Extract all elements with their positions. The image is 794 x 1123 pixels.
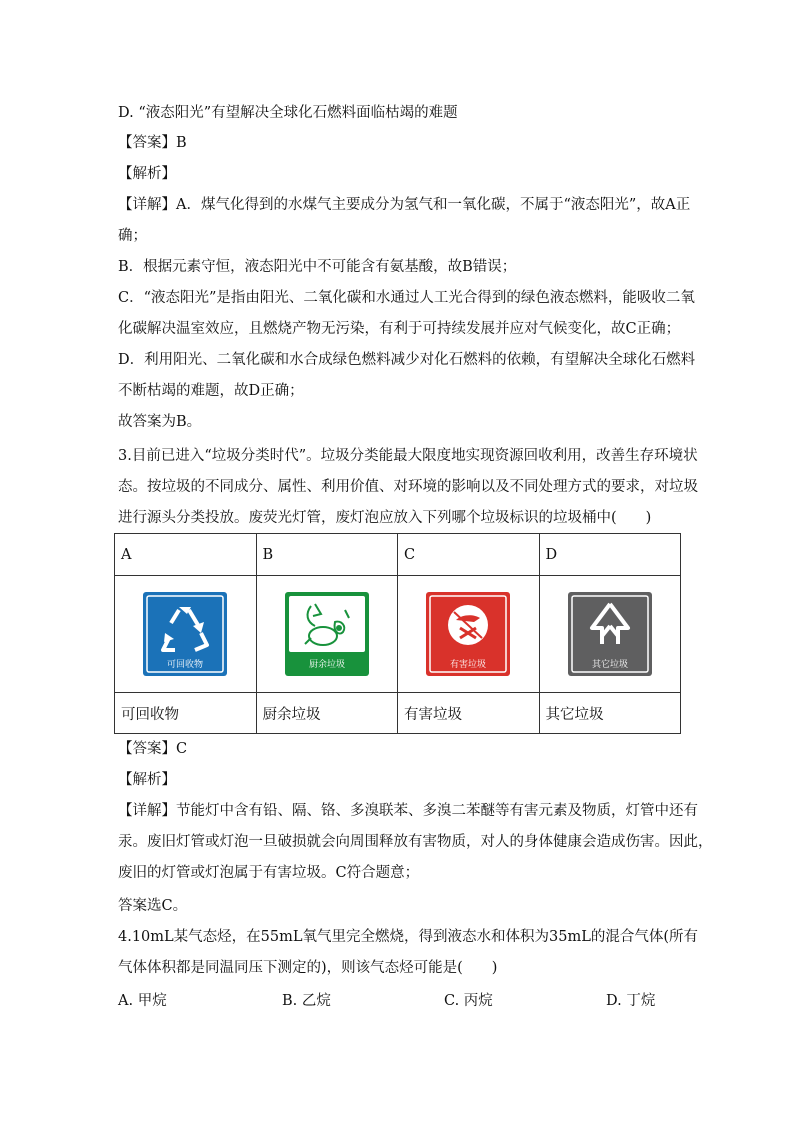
text-line: D．利用阳光、二氧化碳和水合成绿色燃料减少对化石燃料的依赖，有望解决全球化石燃料 (118, 352, 696, 368)
answer-label: 【答案】C (118, 741, 188, 757)
text-line: 【详解】节能灯中含有铅、隔、铬、多溴联苯、多溴二苯醚等有害元素及物质，灯管中还有 (118, 803, 698, 819)
table-label-b: 厨余垃圾 (256, 693, 398, 734)
text-line: 废旧的灯管或灯泡属于有害垃圾。C符合题意； (118, 865, 420, 881)
table-cell (256, 576, 398, 693)
question-3-text: 进行源头分类投放。废荧光灯管，废灯泡应放入下列哪个垃圾标识的垃圾桶中( ) (118, 510, 652, 526)
text-line: C．“液态阳光”是指由阳光、二氧化碳和水通过人工光合得到的绿色液态燃料，能吸收二氧 (118, 290, 695, 306)
table-cell (115, 576, 257, 693)
text-line: 【详解】A．煤气化得到的水煤气主要成分为氢气和一氧化碳，不属于“液态阳光”，故A正 (118, 197, 691, 213)
option-b: B. 乙烷 (282, 993, 331, 1009)
other-caption: 其它垃圾 (591, 660, 628, 670)
text-line: 化碳解决温室效应，且燃烧产物无污染，有利于可持续发展并应对气候变化，故C正确； (118, 321, 681, 337)
answer-options (118, 989, 678, 1009)
text-line: 不断枯竭的难题，故D正确； (118, 383, 304, 399)
analysis-label: 【解析】 (118, 772, 176, 788)
other-waste-icon (568, 592, 652, 676)
question-3-text: 态。按垃圾的不同成分、属性、利用价值、对环境的影响以及不同处理方式的要求，对垃圾 (118, 479, 698, 495)
text-line: 汞。废旧灯管或灯泡一旦破损就会向周围释放有害物质，对人的身体健康会造成伤害。因此， (118, 834, 713, 850)
table-header-c: C (398, 534, 540, 576)
table-header-b: B (256, 534, 398, 576)
hazardous-caption: 有害垃圾 (450, 660, 487, 670)
recyclable-icon (143, 592, 227, 676)
table-cell (398, 576, 540, 693)
table-row (115, 534, 681, 576)
analysis-label: 【解析】 (118, 166, 176, 182)
text-line: D. “液态阳光”有望解决全球化石燃料面临枯竭的难题 (118, 105, 458, 121)
option-c: C. 丙烷 (444, 993, 493, 1009)
question-3-text: 3.目前已进入“垃圾分类时代”。垃圾分类能最大限度地实现资源回收利用，改善生存环境状 (118, 448, 698, 464)
table-header-d: D (539, 534, 681, 576)
hazardous-waste-icon (426, 592, 510, 676)
table-label-d: 其它垃圾 (539, 693, 681, 734)
table-label-c: 有害垃圾 (398, 693, 540, 734)
kitchen-waste-icon (285, 592, 369, 676)
table-label-a: 可回收物 (115, 693, 257, 734)
table-row (115, 693, 681, 734)
table-cell (539, 576, 681, 693)
table-row (115, 576, 681, 693)
text-line: 答案选C。 (118, 898, 188, 914)
text-line: 确； (118, 228, 147, 244)
recyclable-caption: 可回收物 (167, 660, 204, 670)
option-d: D. 丁烷 (606, 993, 656, 1009)
question-4-text: 气体体积都是同温同压下测定的)，则该气态烃可能是( ) (118, 960, 498, 976)
answer-label: 【答案】B (118, 135, 187, 151)
text-line: 故答案为B。 (118, 414, 202, 430)
option-a: A. 甲烷 (118, 993, 167, 1009)
kitchen-caption: 厨余垃圾 (308, 660, 345, 670)
text-line: B．根据元素守恒，液态阳光中不可能含有氨基酸，故B错误； (118, 259, 517, 275)
question-4-text: 4.10mL某气态烃，在55mL氧气里完全燃烧，得到液态水和体积为35mL的混合气体(所有 (118, 929, 698, 945)
waste-bin-table (114, 533, 681, 734)
table-header-a: A (115, 534, 257, 576)
